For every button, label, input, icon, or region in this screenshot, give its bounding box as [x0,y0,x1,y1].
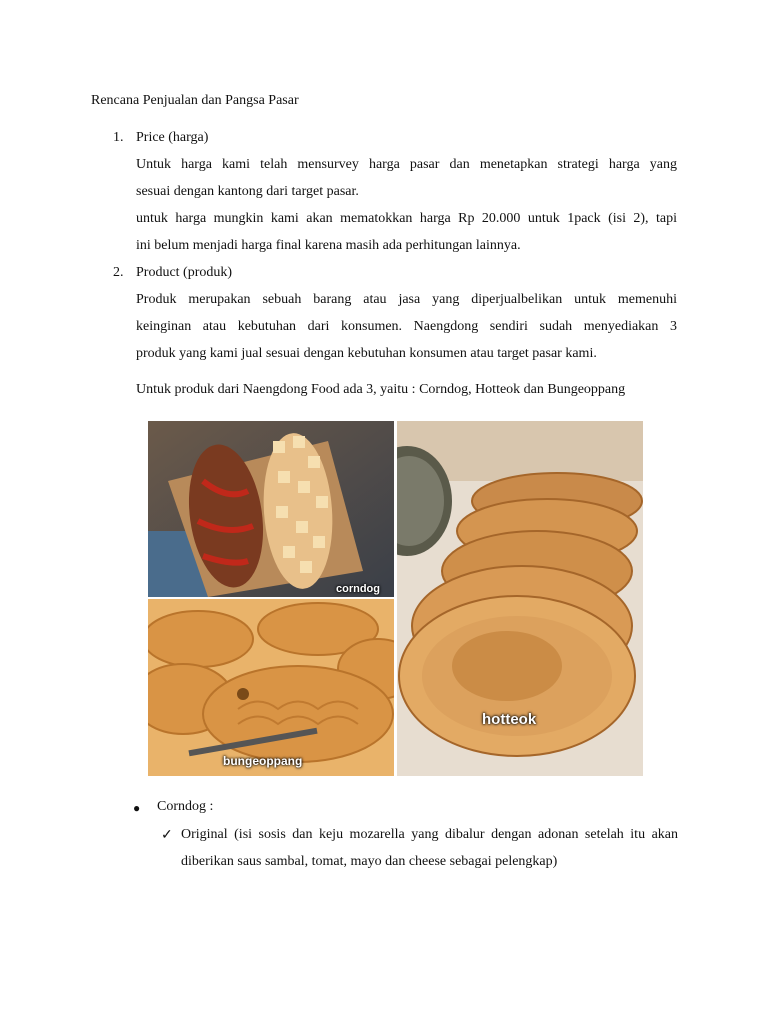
item-heading-product: Product (produk) [136,265,233,280]
text-line: diberikan saus sambal, tomat, mayo dan cheese sebagai pelengkap) [181,854,558,869]
corndog-label: corndog [336,583,380,595]
section-title: Rencana Penjualan dan Pangsa Pasar [91,93,299,108]
list-number-1: 1. [113,130,124,145]
hotteok-label: hotteok [482,711,537,728]
product-paragraph [136,286,677,367]
corndog-list-label: Corndog : [157,799,214,814]
text-line: keinginan atau kebutuhan dari konsumen. Naengdong sendiri sudah menyediakan 3 [136,319,677,334]
corndog-original-item [181,821,678,875]
text-line: ini belum menjadi harga final karena masih ada perhitungan lainnya. [136,238,521,253]
product-photo-collage [148,421,643,776]
corndog-photo [148,421,394,597]
text-line: produk yang kami jual sesuai dengan kebutuhan konsumen atau target pasar kami. [136,346,597,361]
products-intro: Untuk produk dari Naengdong Food ada 3, yaitu : Corndog, Hotteok dan Bungeoppang [136,382,626,397]
text-line: Untuk harga kami telah mensurvey harga pasar dan menetapkan strategi harga yang [136,157,677,172]
item-heading-price: Price (harga) [136,130,209,145]
bungeoppang-label: bungeoppang [223,754,303,768]
text-line: untuk harga mungkin kami akan mematokkan harga Rp 20.000 untuk 1pack (isi 2), tapi [136,211,677,226]
list-number-2: 2. [113,265,124,280]
text-line: sesuai dengan kantong dari target pasar. [136,184,359,199]
bungeoppang-photo [148,599,394,776]
checkmark-icon: ✓ [161,828,173,843]
text-line: Produk merupakan sebuah barang atau jasa yang diperjualbelikan untuk memenuhi [136,292,677,307]
bullet-icon: ● [133,801,141,815]
text-line: Original (isi sosis dan keju mozarella yang dibalur dengan adonan setelah itu akan [181,827,678,842]
hotteok-photo [397,421,643,776]
price-paragraph [136,151,677,259]
